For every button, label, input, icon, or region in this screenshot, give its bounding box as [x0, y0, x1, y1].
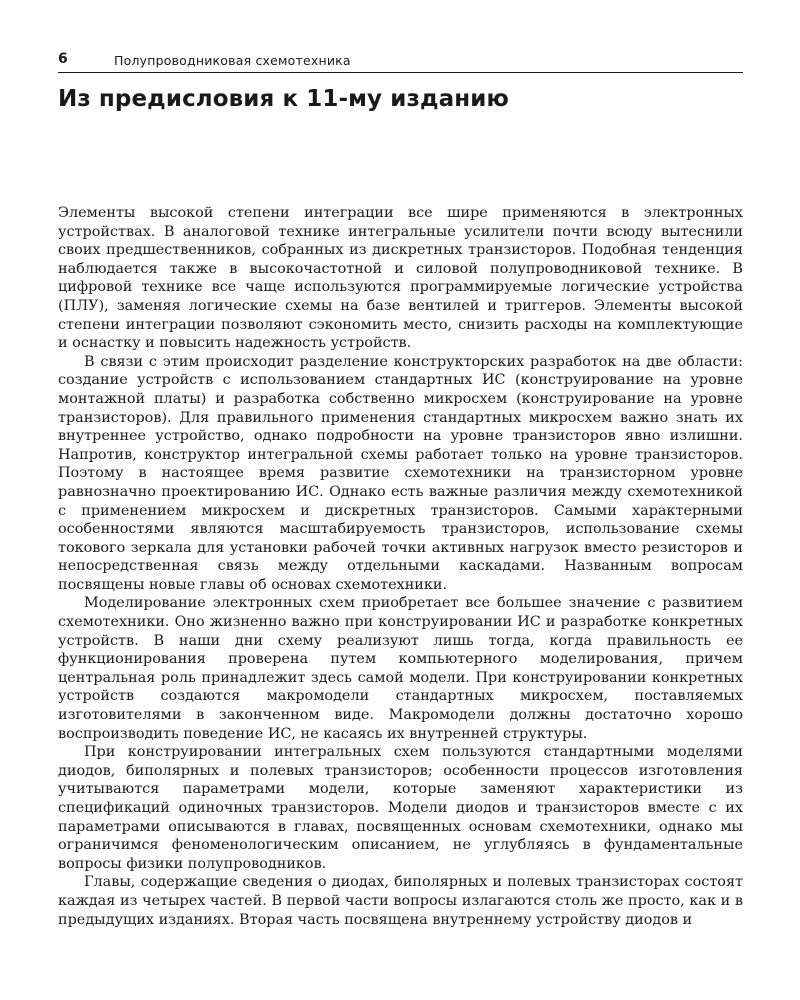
section-title: Из предисловия к 11-му изданию: [58, 86, 509, 112]
book-title: Полупроводниковая схемотехника: [114, 53, 351, 68]
paragraph-3: Моделирование электронных схем приобретает все большее значение с развитием схемотехники. Оно жизненно важно при конструировании ИС и разработке конкретных устройств. В наши дни схему реализуют лишь тогда, когда правильность ее функционирования проверена путем компьютерного моделирования, причем центральная роль принадлежит здесь самой модели. При конструировании конкретных устройств создаются макромодели стандартных микросхем, поставляемых изготовителями в законченном виде. Макромодели должны достаточно хорошо воспроизводить поведение ИС, не касаясь их внутренней структуры.: [58, 595, 743, 742]
paragraph-5: Главы, содержащие сведения о диодах, биполярных и полевых транзисторах состоят каждая из четырех частей. В первой части вопросы излагаются столь же просто, как и в предыдущих изданиях. Вторая часть посвящена внутреннему устройству диодов и: [58, 874, 743, 928]
running-header: [58, 50, 743, 73]
page-number: 6: [58, 51, 68, 67]
paragraph-4: При конструировании интегральных схем пользуются стандартными моделями диодов, биполярных и полевых транзисторов; особенности процессов изготовления учитываются параметрами модели, которые заменяют характеристики из спецификаций одиночных транзисторов. Модели диодов и транзисторов вместе с их параметрами описываются в главах, посвященных основам схемотехники, однако мы ограничимся феноменологическим описанием, не углубляясь в фундаментальные вопросы физики полупроводников.: [58, 744, 743, 872]
paragraph-1: Элементы высокой степени интеграции все шире применяются в электронных устройствах. В аналоговой технике интегральные усилители почти всюду вытеснили своих предшественников, собранных из дискретных транзисторов. Подобная тенденция наблюдается также в высокочастотной и силовой полупроводниковой технике. В цифровой технике все чаще используются программируемые логические устройства (ПЛУ), заменяя логические схемы на базе вентилей и триггеров. Элементы высокой степени интеграции позволяют сэкономить место, снизить расходы на комплектующие и оснастку и повысить надежность устройств.: [58, 205, 743, 352]
paragraph-2: В связи с этим происходит разделение конструкторских разработок на две области: создание устройств с использованием стандартных ИС (конструирование на уровне монтажной платы) и разработка собственно микросхем (конструирование на уровне транзисторов). Для правильного применения стандартных микросхем важно знать их внутреннее устройство, однако подробности на уровне транзисторов явно излишни. Напротив, конструктор интегральной схемы работает только на уровне транзисторов. Поэтому в настоящее время развитие схемотехники на транзисторном уровне равнозначно проектированию ИС. Однако есть важные различия между схемотехникой с применением микросхем и дискретных транзисторов. Самыми характерными особенностями являются масштабируемость транзисторов, использование схемы токового зеркала для установки рабочей точки активных нагрузок вместо резисторов и непосредственная связь между отдельными каскадами. Названным вопросам посвящены новые главы об основах схемотехники.: [58, 353, 743, 593]
body-text: [58, 204, 743, 929]
